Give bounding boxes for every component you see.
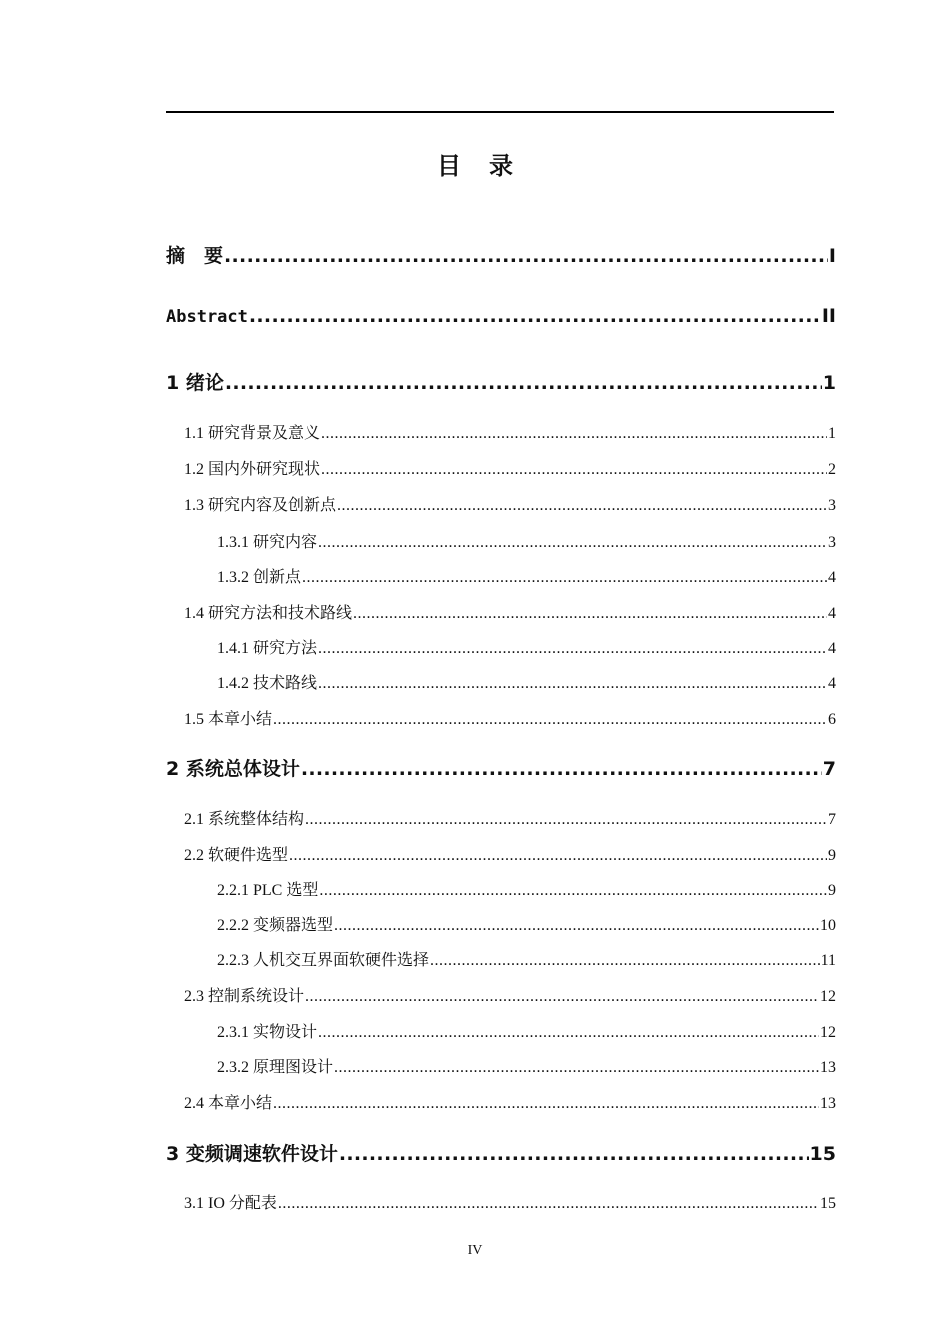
toc-entry-page: 13 [820,1059,836,1076]
toc-entry-2-3-2[interactable] [217,1054,836,1077]
toc-entry-page: 7 [828,811,836,828]
toc-entry-page: 4 [828,569,836,586]
toc-entry-2-2-1[interactable] [217,877,836,900]
toc-entry-chapter-2[interactable] [166,754,836,781]
toc-entry-label: 2.3 控制系统设计 [184,988,305,1005]
toc-entry-label: 摘 要 [166,245,224,267]
toc-entry-page: 3 [828,497,836,514]
toc-entry-label: 2.2.3 人机交互界面软硬件选择 [217,952,430,969]
page-number: IV [467,1243,483,1258]
toc-entry-page: 4 [828,605,836,622]
toc-entry-2-1[interactable] [184,806,836,829]
toc-entry-label: 1.2 国内外研究现状 [184,461,321,478]
toc-entry-1-4-1[interactable] [217,635,836,658]
toc-leader [319,882,827,900]
toc-title: 目录 [437,152,541,180]
header-rule [166,111,834,113]
toc-entry-page: 1 [822,372,836,394]
toc-leader [318,534,827,552]
toc-entry-2-3-1[interactable] [217,1019,836,1042]
toc-entry-abstract-cn[interactable] [166,241,836,268]
toc-entry-page: 9 [828,847,836,864]
toc-entry-page: 11 [820,952,836,969]
toc-entry-label: 1 绪论 [166,372,224,394]
toc-entry-label: 2.3.1 实物设计 [217,1024,318,1041]
toc-entry-page: II [821,305,836,327]
toc-entry-label: 1.5 本章小结 [184,711,273,728]
toc-leader [318,1024,819,1042]
toc-entry-2-2[interactable] [184,842,836,865]
toc-entry-1-3[interactable] [184,492,836,515]
toc-leader [318,640,827,658]
toc-entry-1-2[interactable] [184,456,836,479]
toc-entry-page: 7 [822,758,836,780]
toc-entry-abstract-en[interactable] [166,305,836,327]
toc-entry-page: 4 [828,675,836,692]
toc-entry-1-1[interactable] [184,420,836,443]
toc-entry-label: Abstract [166,307,248,327]
toc-entry-page: 15 [809,1143,836,1165]
toc-entry-page: I [828,245,836,267]
toc-entry-page: 6 [828,711,836,728]
toc-entry-label: 2 系统总体设计 [166,758,300,780]
toc-entry-label: 3.1 IO 分配表 [184,1195,277,1212]
toc-leader [337,497,827,515]
toc-entry-label: 1.3.1 研究内容 [217,534,318,551]
toc-entry-2-2-3[interactable] [217,947,836,970]
toc-entry-2-3[interactable] [184,983,836,1006]
toc-entry-chapter-1[interactable] [166,368,836,395]
toc-entry-1-3-1[interactable] [217,529,836,552]
toc-leader [305,811,827,829]
toc-leader [301,758,822,780]
toc-leader [321,425,827,443]
toc-entry-3-1[interactable] [184,1190,836,1213]
toc-leader [334,917,819,935]
toc-leader [302,569,827,587]
toc-leader [353,605,827,623]
toc-entry-label: 1.3.2 创新点 [217,569,302,586]
toc-entry-label: 2.2.2 变频器选型 [217,917,334,934]
toc-entry-label: 1.1 研究背景及意义 [184,425,321,442]
toc-entry-label: 2.4 本章小结 [184,1095,273,1112]
toc-entry-page: 3 [828,534,836,551]
toc-entry-1-4-2[interactable] [217,670,836,693]
toc-entry-label: 1.3 研究内容及创新点 [184,497,337,514]
toc-leader [430,952,820,970]
toc-leader [273,711,827,729]
toc-entry-1-4[interactable] [184,600,836,623]
toc-leader [289,847,827,865]
toc-entry-2-2-2[interactable] [217,912,836,935]
toc-entry-1-5[interactable] [184,706,836,729]
toc-entry-page: 15 [820,1195,836,1212]
toc-entry-label: 3 变频调速软件设计 [166,1143,338,1165]
toc-leader [339,1143,809,1165]
toc-entry-1-3-2[interactable] [217,564,836,587]
toc-entry-2-4[interactable] [184,1090,836,1113]
toc-entry-page: 12 [820,1024,836,1041]
toc-leader [224,245,828,267]
toc-entry-page: 9 [828,882,836,899]
toc-entry-label: 1.4.2 技术路线 [217,675,318,692]
toc-entry-page: 13 [820,1095,836,1112]
toc-leader [249,305,821,327]
toc-entry-label: 1.4 研究方法和技术路线 [184,605,353,622]
toc-entry-page: 4 [828,640,836,657]
toc-entry-page: 10 [820,917,836,934]
toc-leader [305,988,819,1006]
toc-entry-label: 2.2 软硬件选型 [184,847,289,864]
toc-entry-page: 12 [820,988,836,1005]
toc-leader [321,461,827,479]
toc-entry-label: 2.2.1 PLC 选型 [217,882,319,899]
toc-leader [334,1059,819,1077]
toc-entry-label: 2.3.2 原理图设计 [217,1059,334,1076]
toc-leader [225,372,822,394]
toc-entry-chapter-3[interactable] [166,1139,836,1166]
toc-leader [278,1195,819,1213]
toc-entry-page: 1 [828,425,836,442]
toc-leader [273,1095,819,1113]
toc-entry-page: 2 [828,461,836,478]
toc-leader [318,675,827,693]
toc-entry-label: 2.1 系统整体结构 [184,811,305,828]
toc-entry-label: 1.4.1 研究方法 [217,640,318,657]
